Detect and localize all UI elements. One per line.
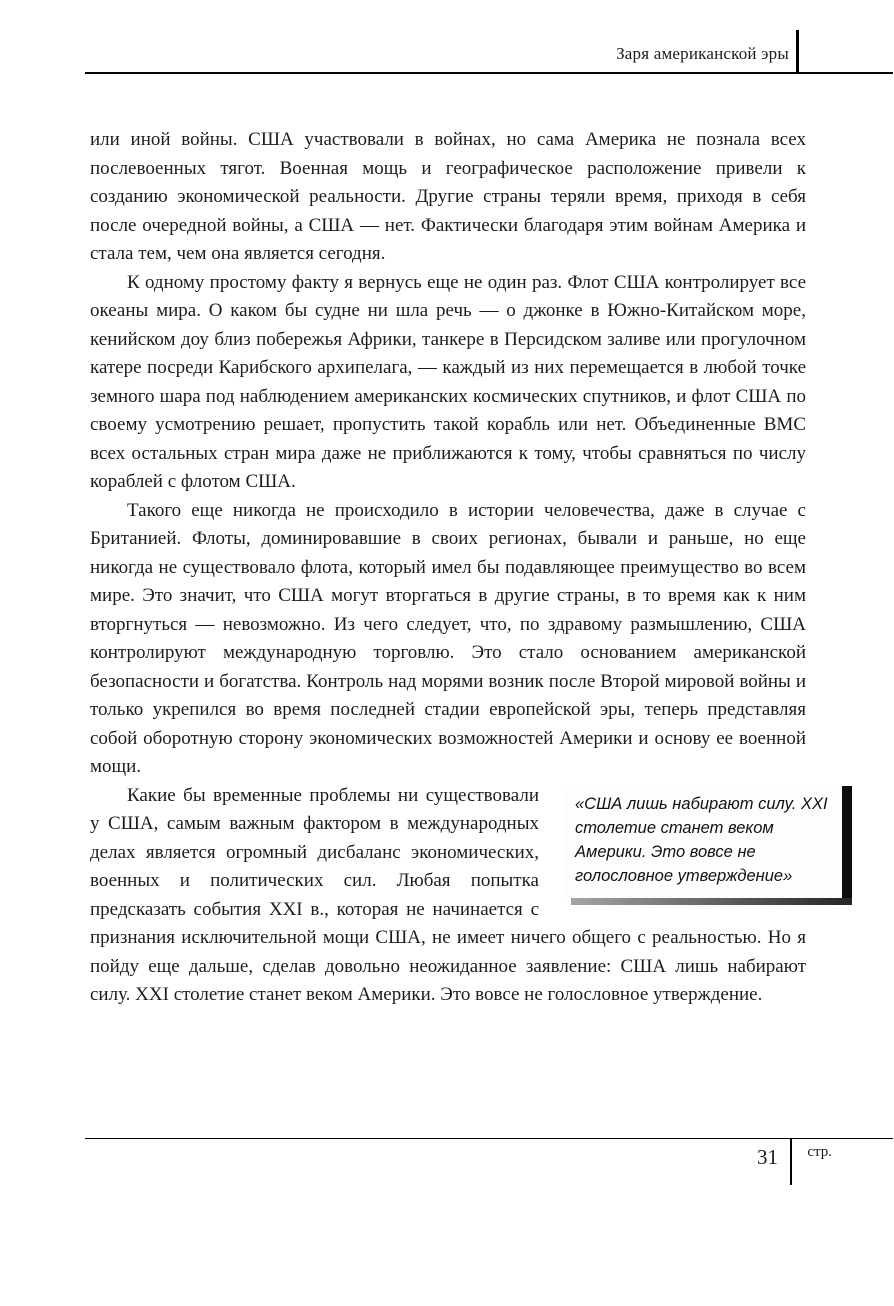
- paragraph-4-block: [90, 782, 828, 1010]
- footer-divider-line: [790, 1139, 792, 1185]
- page-body: [90, 126, 828, 1010]
- footer-rule: [85, 1138, 893, 1139]
- pull-quote-text: «США лишь набирают силу. XXI столетие станет веком Америки. Это вовсе не голословное утверждение»: [575, 794, 828, 885]
- header-divider-line: [796, 30, 799, 74]
- running-head: Заря американской эры: [616, 44, 789, 63]
- page-label: стр.: [807, 1144, 832, 1160]
- header-rule: [85, 72, 893, 74]
- page-footer: [0, 1138, 894, 1198]
- paragraph-4: Какие бы временные проблемы ни существовали у США, самым важным фактором в международных делах является огромный дисбаланс экономических, военных и политических сил. Любая попытка предсказать события XXI в., которая не начинается с признания исключительной мощи США, не имеет ничего общего с реальностью. Но я пойду еще дальше, сделав довольно неожиданное заявление: США лишь набирают силу. XXI столетие станет веком Америки. Это вовсе не голословное утверждение.: [90, 784, 806, 1005]
- paragraph-3: Такого еще никогда не происходило в истории человечества, даже в случае с Британией. Флоты, доминировавшие в своих регионах, бывали и раньше, но еще никогда не существовало флота, который имел бы подавляющее преимущество во всем мире. Это значит, что США могут вторгаться в другие страны, в то время как к ним вторгнуться — невозможно. Из чего следует, что, по здравому размышлению, США контролируют международную торговлю. Это стало основанием американской безопасности и богатства. Контроль над морями возник после Второй мировой войны и только укрепился во время последней стадии европейской эры, теперь представляя собой оборотную сторону экономических возможностей Америки и основу ее военной мощи.: [90, 499, 806, 777]
- pull-quote: [563, 786, 852, 898]
- page-header: [0, 0, 894, 80]
- paragraph-1: или иной войны. США участвовали в войнах, но сама Америка не познала всех послевоенных тягот. Военная мощь и географическое расположение привели к созданию экономической реальности. Другие страны теряли время, приходя в себя после очередной войны, а США — нет. Фактически благодаря этим войнам Америка и стала тем, чем она является сегодня.: [90, 129, 806, 264]
- paragraph-2: К одному простому факту я вернусь еще не один раз. Флот США контролирует все океаны мира. О каком бы судне ни шла речь — о джонке в Южно-Китайском море, кенийском доу близ побережья Африки, танкере в Персидском заливе или прогулочном катере посреди Карибского архипелага, — каждый из них перемещается в любой точке земного шара под наблюдением американских космических спутников, и флот США по своему усмотрению решает, пропустить такой корабль или нет. Объединенные ВМС всех остальных стран мира даже не приближаются к тому, чтобы сравняться по числу кораблей с флотом США.: [90, 271, 806, 492]
- page-number: 31: [757, 1145, 778, 1169]
